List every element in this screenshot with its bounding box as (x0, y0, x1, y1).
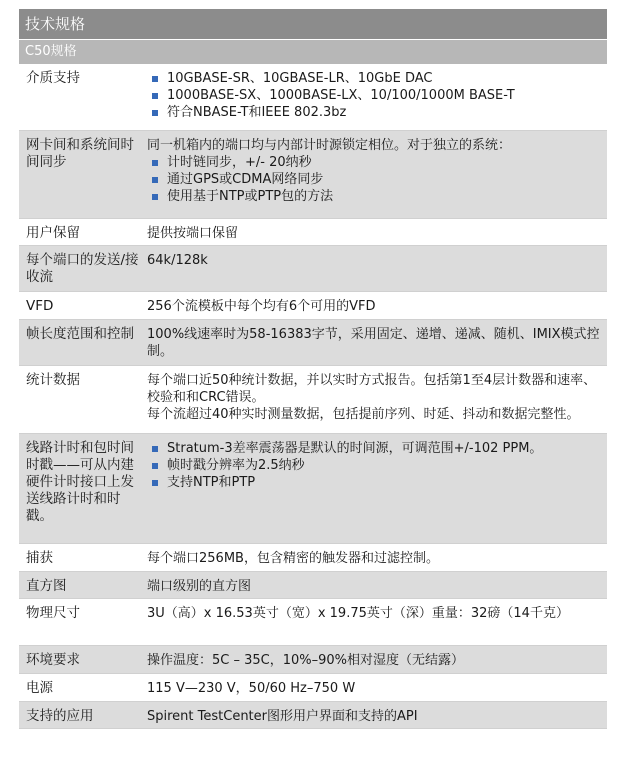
bullet-list (147, 440, 601, 491)
spec-value-line: 同一机箱内的端口均与内部计时源锁定相位。对于独立的系统： (147, 138, 512, 153)
spec-value-line: 115 V—230 V，50/60 Hz–750 W (147, 681, 356, 696)
bullet-item: 计时链同步，+/- 20纳秒 (147, 154, 601, 171)
spec-row (19, 674, 607, 702)
spec-value-line: 每个端口256MB，包含精密的触发器和过滤控制。 (147, 551, 439, 566)
spec-key: 用户保留 (26, 225, 80, 241)
bullet-item: 使用基于NTP或PTP包的方法 (147, 188, 601, 205)
spec-value (147, 292, 607, 319)
spec-value (147, 572, 607, 598)
spec-key: 帧长度范围和控制 (26, 326, 134, 342)
spec-row (19, 544, 607, 572)
spec-value (147, 219, 607, 245)
spec-sheet (19, 9, 607, 729)
spec-key: 环境要求 (26, 652, 80, 668)
spec-value (147, 246, 607, 291)
spec-key: 介质支持 (26, 70, 80, 86)
spec-row (19, 572, 607, 599)
bullet-item: 通过GPS或CDMA网络同步 (147, 171, 601, 188)
spec-value (147, 64, 607, 130)
spec-value-line: 100%线速率时为58-16383字节，采用固定、递增、递减、随机、IMIX模式控制。 (147, 327, 600, 359)
spec-value-line: 64k/128k (147, 253, 208, 268)
section-title: 技术规格 (19, 9, 607, 40)
spec-key: 直方图 (26, 578, 67, 594)
spec-value (147, 646, 607, 673)
spec-row (19, 434, 607, 544)
spec-row (19, 292, 607, 320)
bullet-item: Stratum-3差率震荡器是默认的时间源，可调范围+/-102 PPM。 (147, 440, 601, 457)
spec-value (147, 131, 607, 218)
spec-value-line: 操作温度：5C – 35C，10%–90%相对湿度（无结露） (147, 653, 465, 668)
bullet-item: 帧时戳分辨率为2.5纳秒 (147, 457, 601, 474)
spec-row (19, 702, 607, 729)
spec-row (19, 219, 607, 246)
spec-value (147, 544, 607, 571)
spec-row (19, 366, 607, 434)
bullet-item: 符合NBASE-T和IEEE 802.3bz (147, 104, 601, 121)
spec-value (147, 320, 607, 365)
spec-row (19, 246, 607, 292)
spec-row (19, 131, 607, 219)
bullet-list (147, 154, 601, 205)
spec-value (147, 599, 607, 645)
section-subtitle: C50规格 (19, 40, 607, 64)
spec-key: 物理尺寸 (26, 605, 80, 621)
spec-value-line: 256个流模板中每个均有6个可用的VFD (147, 299, 376, 314)
spec-value (147, 366, 607, 433)
spec-value-line: 每个端口近50种统计数据，并以实时方式报告。包括第1至4层计数器和速率、校验和和CRC错误。 (147, 373, 597, 405)
spec-value-line: 端口级别的直方图 (147, 579, 252, 594)
spec-value-line: 提供按端口保留 (147, 226, 239, 241)
spec-key: 支持的应用 (26, 708, 94, 724)
bullet-item: 1000BASE-SX、1000BASE-LX、10/100/1000M BASE-T (147, 87, 601, 104)
bullet-item: 10GBASE-SR、10GBASE-LR、10GbE DAC (147, 70, 601, 87)
spec-value (147, 434, 607, 543)
spec-row (19, 320, 607, 366)
spec-key: 捕获 (26, 550, 53, 566)
bullet-item: 支持NTP和PTP (147, 474, 601, 491)
spec-key: 网卡间和系统间时间同步 (26, 137, 134, 170)
spec-value-line: Spirent TestCenter图形用户界面和支持的API (147, 709, 418, 724)
spec-key: 每个端口的发送/接收流 (26, 252, 139, 285)
spec-row (19, 599, 607, 646)
spec-row (19, 64, 607, 131)
spec-value-line: 3U（高）x 16.53英寸（宽）x 19.75英寸（深）重量：32磅（14千克） (147, 606, 569, 621)
spec-key: VFD (26, 298, 54, 314)
spec-key: 线路计时和包时间时戳——可从内建硬件计时接口上发送线路计时和时戳。 (26, 440, 134, 524)
spec-value-line: 每个流超过40种实时测量数据，包括提前序列、时延、抖动和数据完整性。 (147, 407, 580, 422)
spec-key: 电源 (26, 680, 53, 696)
spec-value (147, 702, 607, 728)
spec-row (19, 646, 607, 674)
spec-value (147, 674, 607, 701)
spec-key: 统计数据 (26, 372, 80, 388)
spec-table (19, 64, 607, 729)
bullet-list (147, 70, 601, 121)
